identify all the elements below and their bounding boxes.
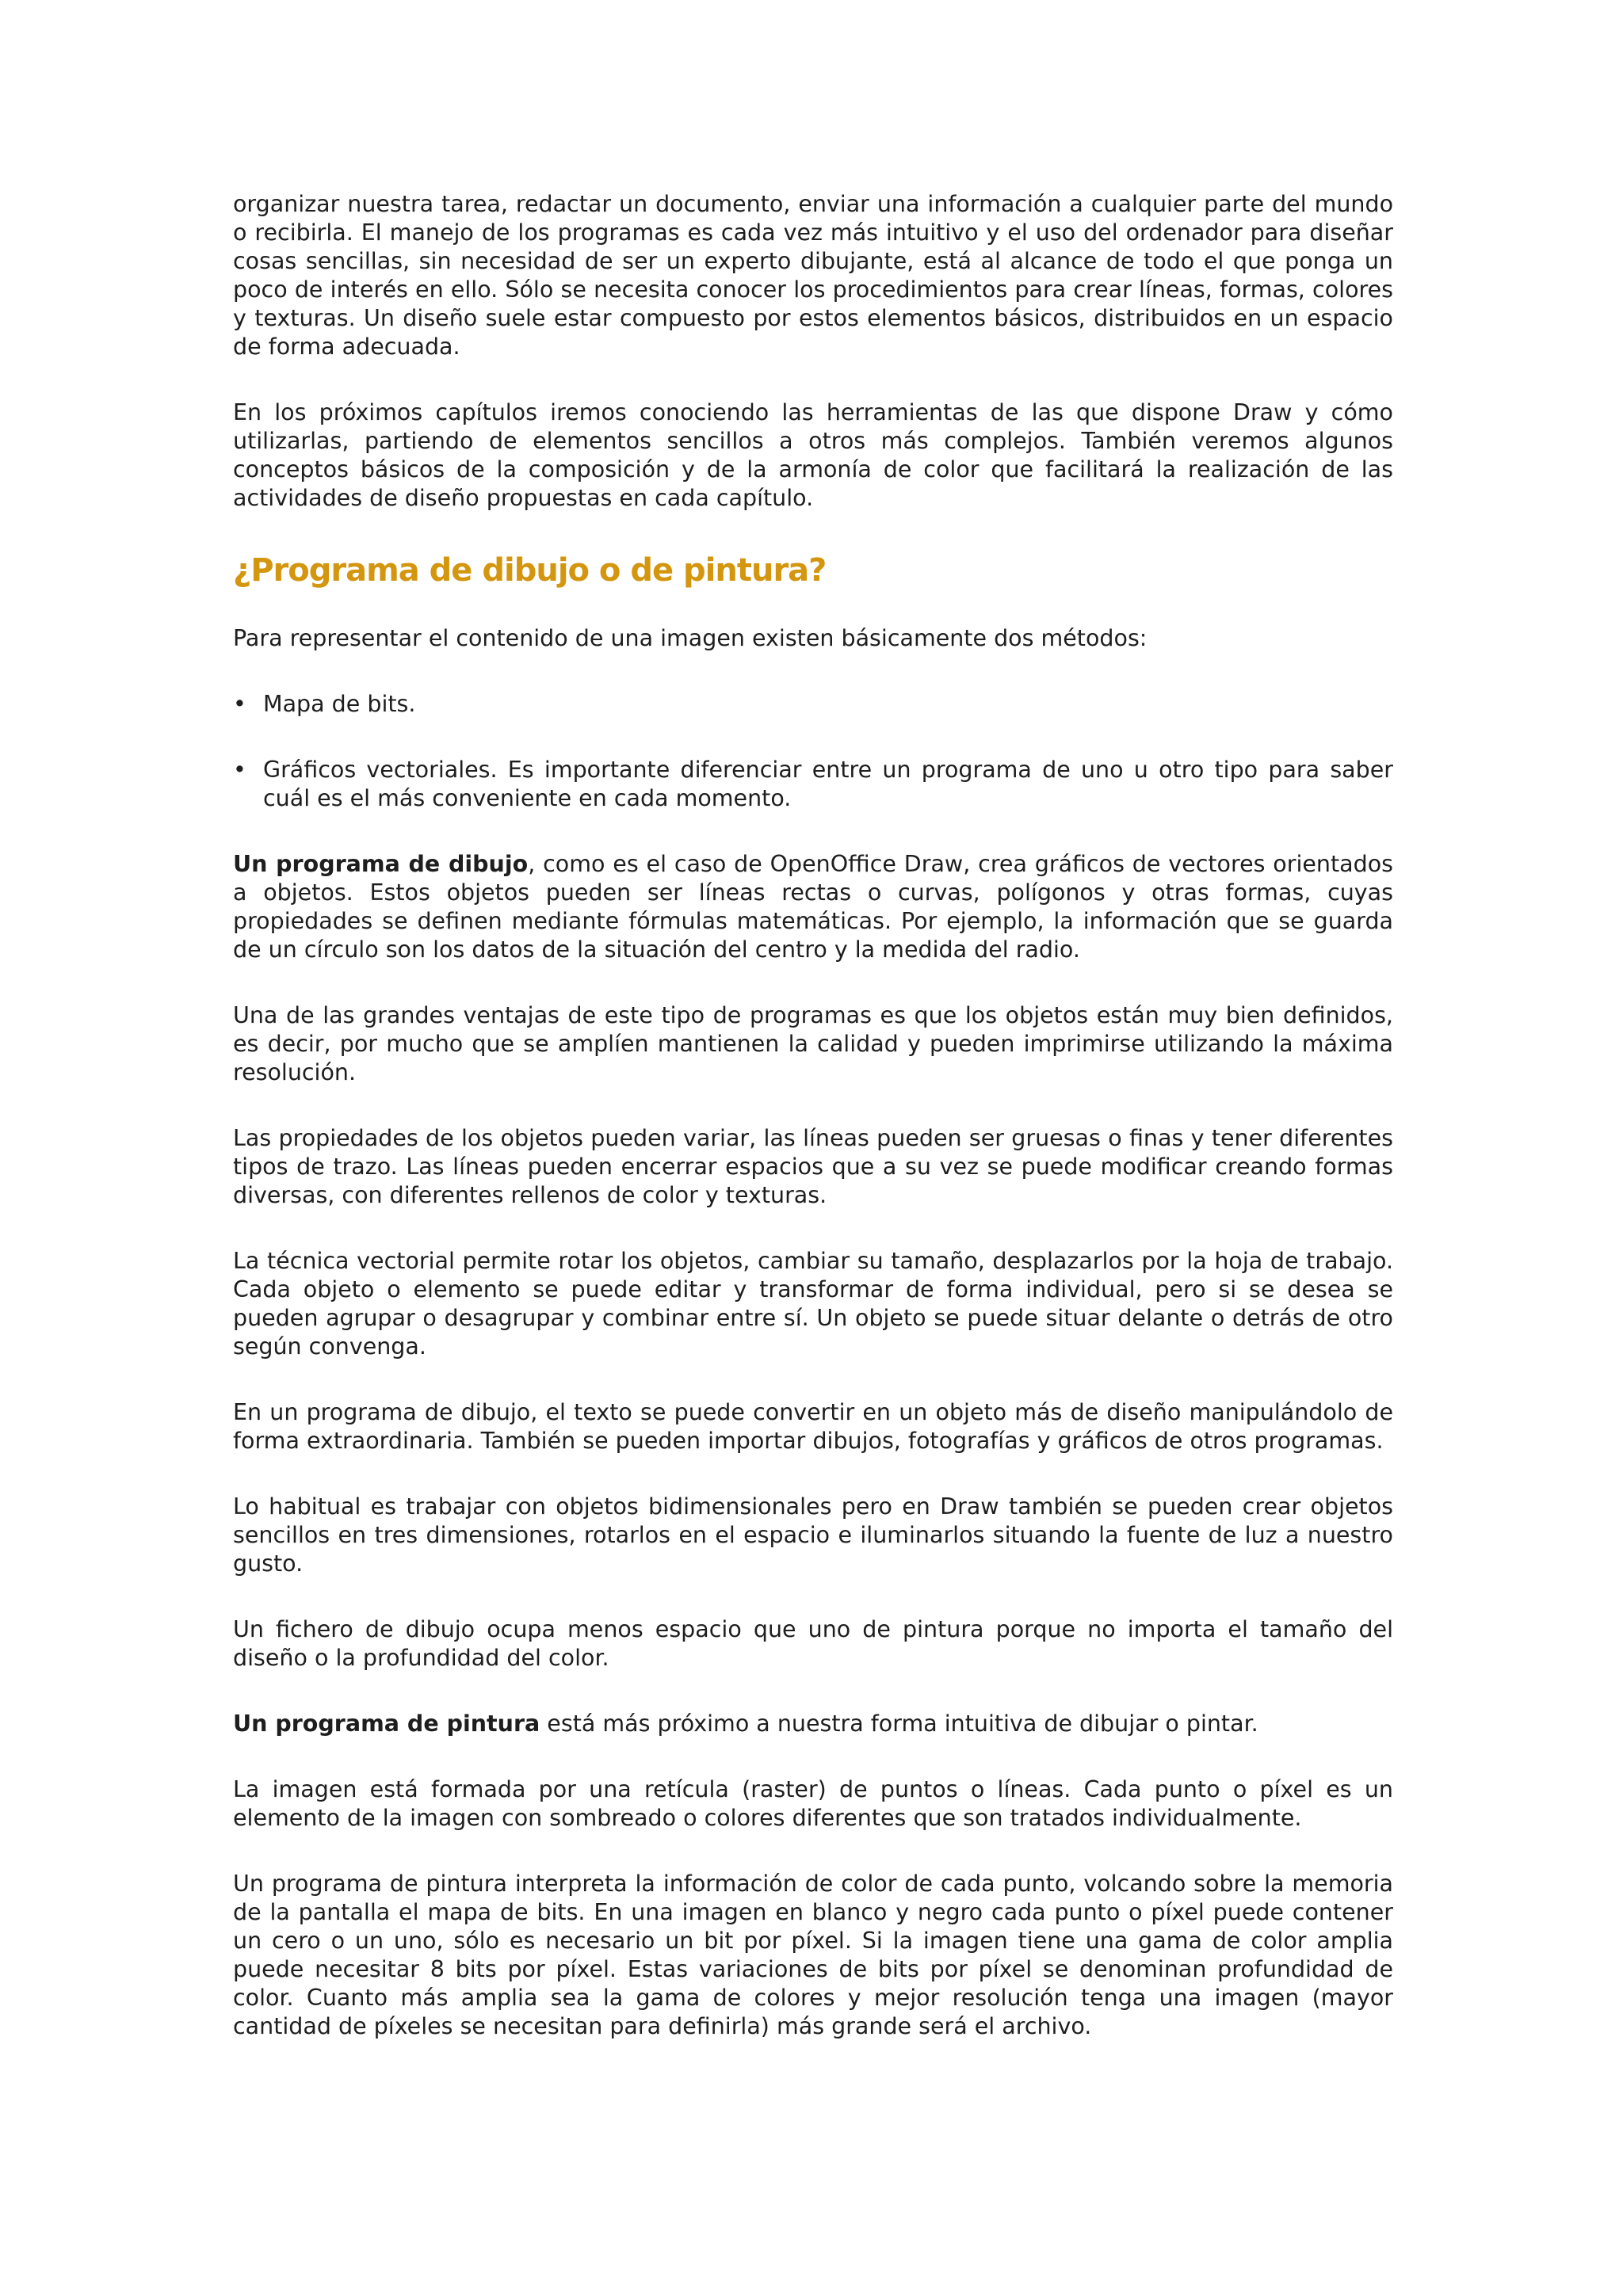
bullet-marker: • bbox=[233, 757, 246, 783]
paragraph-raster: La imagen está formada por una retícula (raster) de puntos o líneas. Cada punto o píxel es un elemento de la imagen con sombreado o colores diferentes que son tratados individualmente. bbox=[233, 1776, 1393, 1831]
paragraph-text-objects: En un programa de dibujo, el texto se puede convertir en un objeto más de diseño manipulándolo de forma extraordinaria. También se pueden importar dibujos, fotografías y gráficos de otros programas. bbox=[233, 1399, 1393, 1454]
bullet-item-vector bbox=[233, 756, 1393, 813]
paragraph-advantages: Una de las grandes ventajas de este tipo de programas es que los objetos están muy bien definidos, es decir, por mucho que se amplíen mantienen la calidad y pueden imprimirse utilizando la máxima resolución. bbox=[233, 1002, 1393, 1085]
bullet-item-bitmap bbox=[233, 690, 1393, 719]
document-page bbox=[233, 190, 1393, 2078]
section-heading: ¿Programa de dibujo o de pintura? bbox=[233, 552, 827, 589]
paragraph-text: está más próximo a nuestra forma intuitiva de dibujar o pintar. bbox=[540, 1711, 1258, 1737]
paragraph-properties: Las propiedades de los objetos pueden variar, las líneas pueden ser gruesas o finas y tener diferentes tipos de trazo. Las líneas pueden encerrar espacios que a su vez se puede modificar creando formas diversas, con diferentes rellenos de color y texturas. bbox=[233, 1125, 1393, 1208]
paragraph-methods-intro: Para representar el contenido de una imagen existen básicamente dos métodos: bbox=[233, 625, 1148, 651]
paragraph-painting-program bbox=[233, 1710, 1393, 1738]
bullet-marker: • bbox=[233, 691, 246, 717]
bullet-text: Gráficos vectoriales. Es importante diferenciar entre un programa de uno u otro tipo para saber cuál es el más conveniente en cada momento. bbox=[263, 757, 1393, 811]
paragraph-3d-objects: Lo habitual es trabajar con objetos bidimensionales pero en Draw también se pueden crear objetos sencillos en tres dimensiones, rotarlos en el espacio e iluminarlos situando la fuente de luz a nuestro gusto. bbox=[233, 1493, 1393, 1577]
bold-term: Un programa de dibujo bbox=[233, 851, 529, 877]
bullet-text: Mapa de bits. bbox=[263, 691, 416, 717]
paragraph-vector-technique: La técnica vectorial permite rotar los objetos, cambiar su tamaño, desplazarlos por la hoja de trabajo. Cada objeto o elemento se puede editar y transformar de forma individual, pero si se desea se pueden agrupar o desagrupar y combinar entre sí. Un objeto se puede situar delante o detrás de otro según convenga. bbox=[233, 1248, 1393, 1360]
paragraph-drawing-program bbox=[233, 850, 1393, 964]
paragraph-text: , como es el caso de OpenOffice Draw, crea gráficos de vectores orientados a objetos. Estos objetos pueden ser líneas rectas o curvas, polígonos y otras formas, cuyas propiedades se definen mediante fórmulas matemáticas. Por ejemplo, la información que se guarda de un círculo son los datos de la situación del centro y la medida del radio. bbox=[233, 851, 1393, 963]
bold-term: Un programa de pintura bbox=[233, 1711, 540, 1737]
paragraph-color-depth: Un programa de pintura interpreta la información de color de cada punto, volcando sobre la memoria de la pantalla el mapa de bits. En una imagen en blanco y negro cada punto o píxel puede contener un cero o un uno, sólo es necesario un bit por píxel. Si la imagen tiene una gama de color amplia puede necesitar 8 bits por píxel. Estas variaciones de bits por píxel se denominan profundidad de color. Cuanto más amplia sea la gama de colores y mejor resolución tenga una imagen (mayor cantidad de píxeles se necesitan para definirla) más grande será el archivo. bbox=[233, 1871, 1393, 2039]
paragraph-next-chapters: En los próximos capítulos iremos conociendo las herramientas de las que dispone Draw y cómo utilizarlas, partiendo de elementos sencillos a otros más complejos. También veremos algunos conceptos básicos de la composición y de la armonía de color que facilitará la realización de las actividades de diseño propuestas en cada capítulo. bbox=[233, 399, 1393, 511]
paragraph-file-size: Un fichero de dibujo ocupa menos espacio que uno de pintura porque no importa el tamaño del diseño o la profundidad del color. bbox=[233, 1616, 1393, 1671]
paragraph-intro-continuation: organizar nuestra tarea, redactar un documento, enviar una información a cualquier parte del mundo o recibirla. El manejo de los programas es cada vez más intuitivo y el uso del ordenador para diseñar cosas sencillas, sin necesidad de ser un experto dibujante, está al alcance de todo el que ponga un poco de interés en ello. Sólo se necesita conocer los procedimientos para crear líneas, formas, colores y texturas. Un diseño suele estar compuesto por estos elementos básicos, distribuidos en un espacio de forma adecuada. bbox=[233, 191, 1393, 360]
